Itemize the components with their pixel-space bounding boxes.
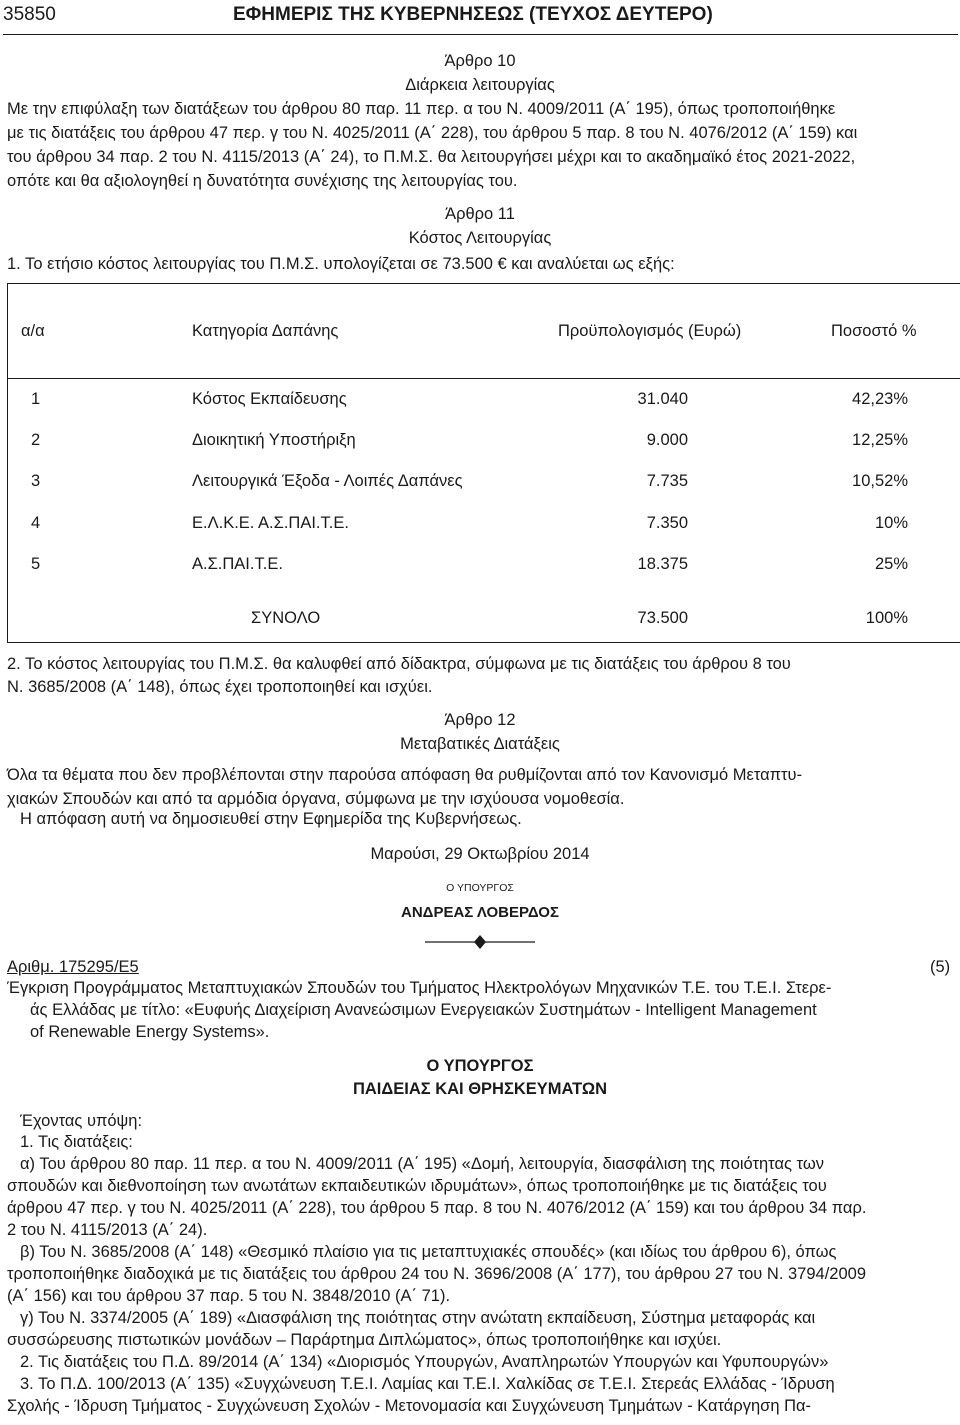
article-12-number: Άρθρο 12 — [444, 711, 516, 729]
minister-title-line1: Ο ΥΠΟΥΡΓΟΣ — [426, 1057, 534, 1075]
table-cell-percent: 12,25% — [852, 431, 908, 449]
page-number: 35850 — [3, 4, 56, 25]
table-cell-category: Ε.Λ.Κ.Ε. Α.Σ.ΠΑΙ.Τ.Ε. — [192, 514, 349, 532]
minister-title-line2: ΠΑΙΔΕΙΑΣ ΚΑΙ ΘΡΗΣΚΕΥΜΑΤΩΝ — [352, 1080, 608, 1098]
header-rule — [3, 34, 958, 35]
decision-body-line: τροποποιήθηκε διαδοχικά με τις διατάξεις του άρθρου 24 του Ν. 3696/2008 (Α΄ 177), του άρθρου 27 του Ν. 3794/2009 — [7, 1265, 866, 1283]
article-12-line: Όλα τα θέματα που δεν προβλέπονται στην παρούσα απόφαση θα ρυθμίζονται από τον Κανονισμό Μεταπτυ- — [7, 766, 803, 784]
decision-reference: Αριθμ. 175295/Ε5 — [7, 958, 139, 976]
table-cell-category: Διοικητική Υποστήριξη — [192, 431, 356, 449]
decision-body-line: 3. Το Π.Δ. 100/2013 (Α΄ 135) «Συγχώνευση Τ.Ε.Ι. Λαμίας και Τ.Ε.Ι. Χαλκίδας σε Τ.Ε.Ι. Στερεάς Ελλάδας - Ίδρυση — [20, 1375, 835, 1393]
signature-name: ΑΝΔΡΕΑΣ ΛΟΒΕΡΔΟΣ — [401, 904, 559, 921]
decision-body-line: σπουδών και διεθνοποίηση των ανωτάτων εκπαιδευτικών ιδρυμάτων», όπως τροποποιήθηκε με τις διατάξεις του — [7, 1177, 827, 1195]
decision-body-line: 2. Τις διατάξεις του Π.Δ. 89/2014 (Α΄ 134) «Διορισμός Υπουργών, Αναπληρωτών Υπουργών και Υφυπουργών» — [20, 1353, 829, 1371]
table-cell-budget: 7.350 — [646, 514, 688, 532]
decision-body-line: 2 του Ν. 4115/2013 (Α΄ 24). — [7, 1221, 208, 1239]
gazette-title: ΕΦΗΜΕΡΙΣ ΤΗΣ ΚΥΒΕΡΝΗΣΕΩΣ (ΤΕΥΧΟΣ ΔΕΥΤΕΡΟ) — [233, 4, 713, 25]
table-header-budget: Προϋπολογισμός (Ευρώ) — [558, 322, 742, 340]
article-10-number: Άρθρο 10 — [444, 52, 516, 70]
table-cell-category: Α.Σ.ΠΑΙ.Τ.Ε. — [192, 555, 283, 573]
table-cell-budget: 31.040 — [637, 390, 688, 408]
table-border-top — [7, 283, 960, 284]
article-10-line: με τις διατάξεις του άρθρου 47 περ. γ του Ν. 4025/2011 (Α΄ 228), του άρθρου 5 παρ. 8 του Ν. 4076/2012 (Α΄ 159) και — [7, 124, 858, 142]
decision-body-line: Έχοντας υπόψη: — [20, 1112, 143, 1130]
decision-body-line: α) Του άρθρου 80 παρ. 11 περ. α του Ν. 4009/2011 (Α΄ 195) «Δομή, λειτουργία, διασφάλιση της ποιότητας των — [20, 1155, 824, 1173]
table-cell-category: Λειτουργικά Έξοδα - Λοιπές Δαπάνες — [192, 472, 463, 490]
table-cell-index: 3 — [31, 472, 41, 490]
table-cell-budget: 9.000 — [646, 431, 688, 449]
table-cell-index: 1 — [31, 390, 41, 408]
decision-body-line: (Α΄ 156) και του άρθρου 37 παρ. 5 του Ν. 3848/2010 (Α΄ 71). — [7, 1287, 451, 1305]
table-cell-index: 2 — [31, 431, 41, 449]
table-header-percent: Ποσοστό % — [831, 322, 917, 340]
decision-body-line: 1. Τις διατάξεις: — [20, 1133, 133, 1151]
table-header-index: α/α — [21, 322, 45, 340]
table-total-label: ΣΥΝΟΛΟ — [251, 609, 321, 627]
signature-place-date: Μαρούσι, 29 Οκτωβρίου 2014 — [370, 845, 590, 863]
table-total-percent: 100% — [865, 609, 908, 627]
table-cell-percent: 25% — [874, 555, 908, 573]
article-11-number: Άρθρο 11 — [445, 205, 515, 223]
article-10-line: Με την επιφύλαξη των διατάξεων του άρθρου 80 παρ. 11 περ. α του Ν. 4009/2011 (Α΄ 195), όπως τροποποιήθηκε — [7, 100, 836, 118]
decision-body-line: άρθρου 47 περ. γ του Ν. 4025/2011 (Α΄ 228), του άρθρου 5 παρ. 8 του Ν. 4076/2012 (Α΄ 159) και του άρθρου 34 παρ. — [7, 1199, 867, 1217]
article-11-para2-line: 2. Το κόστος λειτουργίας του Π.Μ.Σ. θα καλυφθεί από δίδακτρα, σύμφωνα με τις διατάξεις του άρθρου 8 του — [7, 655, 791, 673]
table-total-budget: 73.500 — [637, 609, 688, 627]
article-12-line: χιακών Σπουδών και από τα αρμόδια όργανα, σύμφωνα με την ισχύουσα νομοθεσία. — [7, 790, 625, 808]
decision-title-line: άς Ελλάδας με τίτλο: «Ευφυής Διαχείριση Ανανεώσιμων Ενεργειακών Συστημάτων - Intelligent Management — [30, 1001, 817, 1019]
article-12-line: Η απόφαση αυτή να δημοσιευθεί στην Εφημερίδα της Κυβερνήσεως. — [20, 810, 522, 828]
article-12-title: Μεταβατικές Διατάξεις — [400, 735, 560, 753]
signature-role: Ο ΥΠΟΥΡΓΟΣ — [446, 882, 514, 894]
decision-title-line: of Renewable Energy Systems». — [30, 1023, 270, 1041]
table-cell-percent: 10% — [874, 514, 908, 532]
decision-body-line: συσσώρευσης πιστωτικών μονάδων – Παράρτημα Διπλώματος», όπως τροποποιήθηκε και ισχύει. — [7, 1331, 722, 1349]
decision-body-line: β) Του Ν. 3685/2008 (Α΄ 148) «Θεσμικό πλαίσιο για τις μεταπτυχιακές σπουδές» (και ιδίως του άρθρου 6), όπως — [20, 1243, 837, 1261]
page-header — [3, 2, 958, 32]
table-border-bottom — [7, 642, 960, 643]
article-11-para2-line: Ν. 3685/2008 (Α΄ 148), όπως έχει τροποποιηθεί και ισχύει. — [7, 678, 433, 696]
table-cell-budget: 7.735 — [646, 472, 688, 490]
table-cell-percent: 10,52% — [852, 472, 908, 490]
decision-body-line: Σχολής - Ίδρυση Τμήματος - Συγχώνευση Σχολών - Μετονομασία και Συγχώνευση Τμημάτων - Κατάργηση Πα- — [7, 1397, 812, 1415]
cost-table — [7, 283, 960, 643]
table-header-rule — [7, 378, 960, 379]
table-cell-percent: 42,23% — [852, 390, 908, 408]
table-border-left — [7, 283, 8, 643]
decision-body-line: γ) Του Ν. 3374/2005 (Α΄ 189) «Διασφάλιση της ποιότητας στην ανώτατη εκπαίδευση, Σύστημα μεταφοράς και — [20, 1309, 816, 1327]
table-header-category: Κατηγορία Δαπάνης — [192, 322, 339, 340]
section-divider-icon — [425, 935, 535, 949]
table-cell-category: Κόστος Εκπαίδευσης — [192, 390, 347, 408]
decision-sequence: (5) — [930, 958, 951, 976]
table-cell-index: 5 — [31, 555, 41, 573]
article-11-title: Κόστος Λειτουργίας — [408, 229, 552, 247]
decision-title-line: Έγκριση Προγράμματος Μεταπτυχιακών Σπουδών του Τμήματος Ηλεκτρολόγων Μηχανικών Τ.Ε. του Τ.Ε.Ι. Στερε- — [7, 979, 832, 997]
article-10-title: Διάρκεια λειτουργίας — [405, 76, 555, 94]
table-cell-index: 4 — [31, 514, 41, 532]
article-11-intro: 1. Το ετήσιο κόστος λειτουργίας του Π.Μ.Σ. υπολογίζεται σε 73.500 € και αναλύεται ως εξής: — [7, 255, 675, 273]
article-10-line: του άρθρου 34 παρ. 2 του Ν. 4115/2013 (Α΄ 24), το Π.Μ.Σ. θα λειτουργήσει μέχρι και το ακαδημαϊκό έτος 2021-2022, — [7, 148, 856, 166]
table-cell-budget: 18.375 — [637, 555, 688, 573]
article-10-line: οπότε και θα αξιολογηθεί η δυνατότητα συνέχισης της λειτουργίας του. — [7, 172, 518, 190]
